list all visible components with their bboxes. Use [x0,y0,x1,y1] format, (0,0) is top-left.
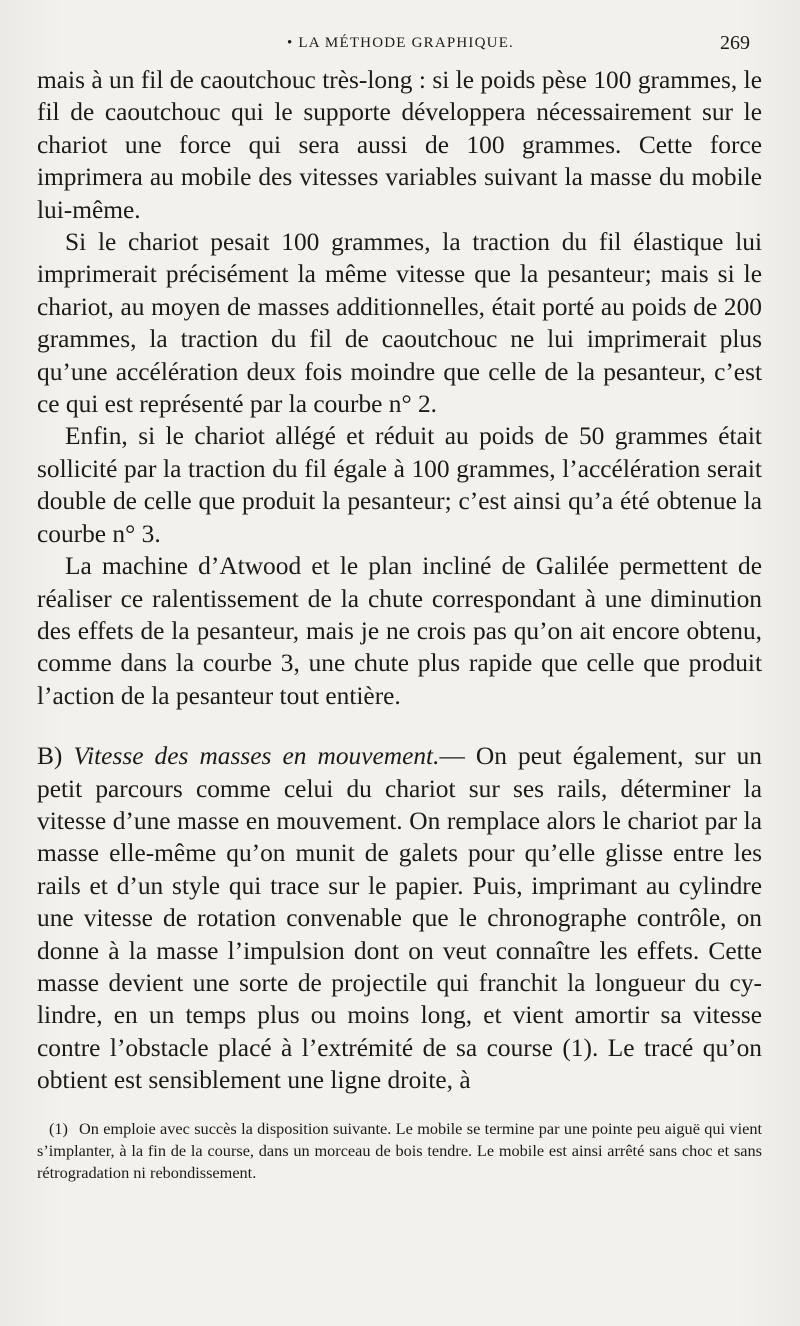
section-label: B) [37,742,63,771]
footnote-marker: (1) [49,1118,68,1138]
section-title: Vitesse des masses en mouvement. [73,742,440,771]
paragraph-4: La machine d’Atwood et le plan incliné de Galilée permettent de réaliser ce ralentissement de la chute correspondant à une diminution des effets de la pesanteur, mais je ne crois pas qu’on ait encore obtenu, comme dans la courbe 3, une chute plus rapide que celle que produit l’action de la pesanteur tout entière. [37,552,762,710]
footnote [37,1118,762,1185]
paragraph-3: Enfin, si le chariot allégé et réduit au poids de 50 grammes était sollicité par la traction du fil égale à 100 grammes, l’accélération serait double de celle que produit la pesanteur; c’est ainsi qu’a été obtenue la courbe n° 3. [37,422,762,548]
footnote-paragraph [37,1118,762,1185]
footnote-text: On emploie avec succès la disposition suivante. Le mobile se termine par une pointe peu aiguë qui vient s’implanter, à la fin de la course, dans un morceau de bois tendre. Le mobile est ainsi arrêté sans choc et sans rétrogradation ni rebondissement. [37,1118,762,1182]
section-paragraph [37,740,762,1096]
running-title: • LA MÉTHODE GRAPHIQUE. [287,35,515,51]
main-text [37,64,762,1097]
section-spacing [37,712,762,740]
paragraph-2: Si le chariot pesait 100 grammes, la traction du fil élastique lui imprimerait précisément la même vitesse que la pesanteur; mais si le chariot, au moyen de masses additionnelles, était porté au poids de 200 grammes, la traction du fil de caoutchouc ne lui imprimerait plus qu’une accélération deux fois moindre que celle de la pesanteur, c’est ce qui est représenté par la courbe n° 2. [37,228,762,419]
running-header [37,30,762,56]
paragraph-1: mais à un fil de caoutchouc très-long : si le poids pèse 100 grammes, le fil de caoutchouc qui le supporte développera nécessairement sur le chariot une force qui sera aussi de 100 grammes. Cette force imprimera au mobile des vitesses variables suivant la masse du mobile lui-même. [37,66,762,224]
page-number: 269 [720,32,750,54]
section-body: — On peut également, sur un petit parcours comme celui du chariot sur ses rails, déterminer la vitesse d’une masse en mouvement. On remplace alors le chariot par la masse elle-même qu’on munit de galets pour qu’elle glisse entre les rails et d’un style qui trace sur le papier. Puis, imprimant au cylindre une vitesse de rotation convenable que le chronographe contrôle, on donne à la masse l’impulsion dont on veut connaître les effets. Cette masse devient une sorte de projectile qui franchit la longueur du cylindre, en un temps plus ou moins long, et vient amortir sa vitesse contre l’obstacle placé à l’extrémité de sa course (1). Le tracé qu’on obtient est sensiblement une ligne droite, à [37,742,762,1095]
